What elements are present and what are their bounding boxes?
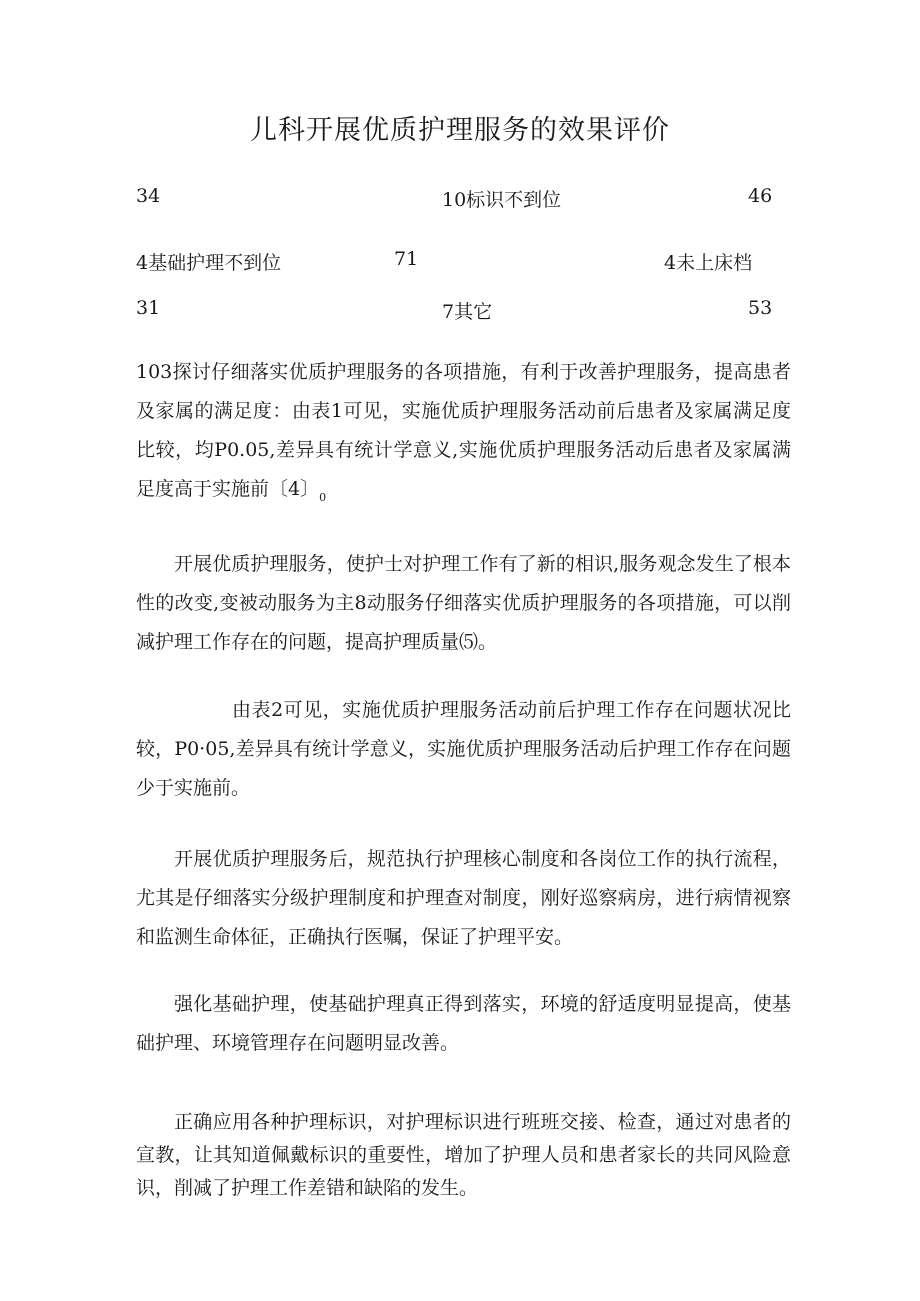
table-cell: 4未上床档 bbox=[664, 252, 753, 274]
paragraph-text: 103探讨仔细落实优质护理服务的各项措施，有利于改善护理服务，提高患者及家属的满足度：由表1可见，实施优质护理服务活动前后患者及家属满足度比较，均P0.05,差异具有统计学意义,实施优质护理服务活动后患者及家属满足度高于实施前〔4〕 bbox=[136, 361, 791, 500]
table-cell: 10标识不到位 bbox=[442, 189, 562, 211]
paragraph: 强化基础护理，使基础护理真正得到落实，环境的舒适度明显提高，使基础护理、环境管理存在问题明显改善。 bbox=[136, 993, 791, 1054]
document-title: 儿科开展优质护理服务的效果评价 bbox=[250, 115, 670, 146]
paragraph: 由表2可见，实施优质护理服务活动前后护理工作存在问题状况比较，P0·05,差异具有统计学意义，实施优质护理服务活动后护理工作存在问题少于实施前。 bbox=[136, 699, 791, 799]
paragraph: 正确应用各种护理标识，对护理标识进行班班交接、检查，通过对患者的宣教，让其知道佩戴标识的重要性，增加了护理人员和患者家长的共同风险意识，削减了护理工作差错和缺陷的发生。 bbox=[136, 1111, 791, 1199]
paragraph bbox=[136, 353, 791, 517]
paragraph: 开展优质护理服务后，规范执行护理核心制度和各岗位工作的执行流程，尤其是仔细落实分级护理制度和护理查对制度，刚好巡察病房，进行病情视察和监测生命体征，正确执行医嘱，保证了护理平安。 bbox=[136, 848, 791, 948]
table-cell: 31 bbox=[136, 297, 161, 319]
table-cell: 53 bbox=[748, 297, 773, 319]
table-cell: 71 bbox=[394, 248, 419, 270]
table-cell: 4基础护理不到位 bbox=[136, 252, 282, 274]
table-cell: 34 bbox=[136, 185, 161, 207]
paragraph: 开展优质护理服务，使护士对护理工作有了新的相识,服务观念发生了根本性的改变,变被动服务为主8动服务仔细落实优质护理服务的各项措施，可以削减护理工作存在的问题，提高护理质量⑸。 bbox=[136, 553, 791, 653]
table-cell: 7其它 bbox=[442, 301, 493, 323]
paragraph-suffix: 0 bbox=[319, 491, 327, 504]
table-cell: 46 bbox=[748, 185, 773, 207]
